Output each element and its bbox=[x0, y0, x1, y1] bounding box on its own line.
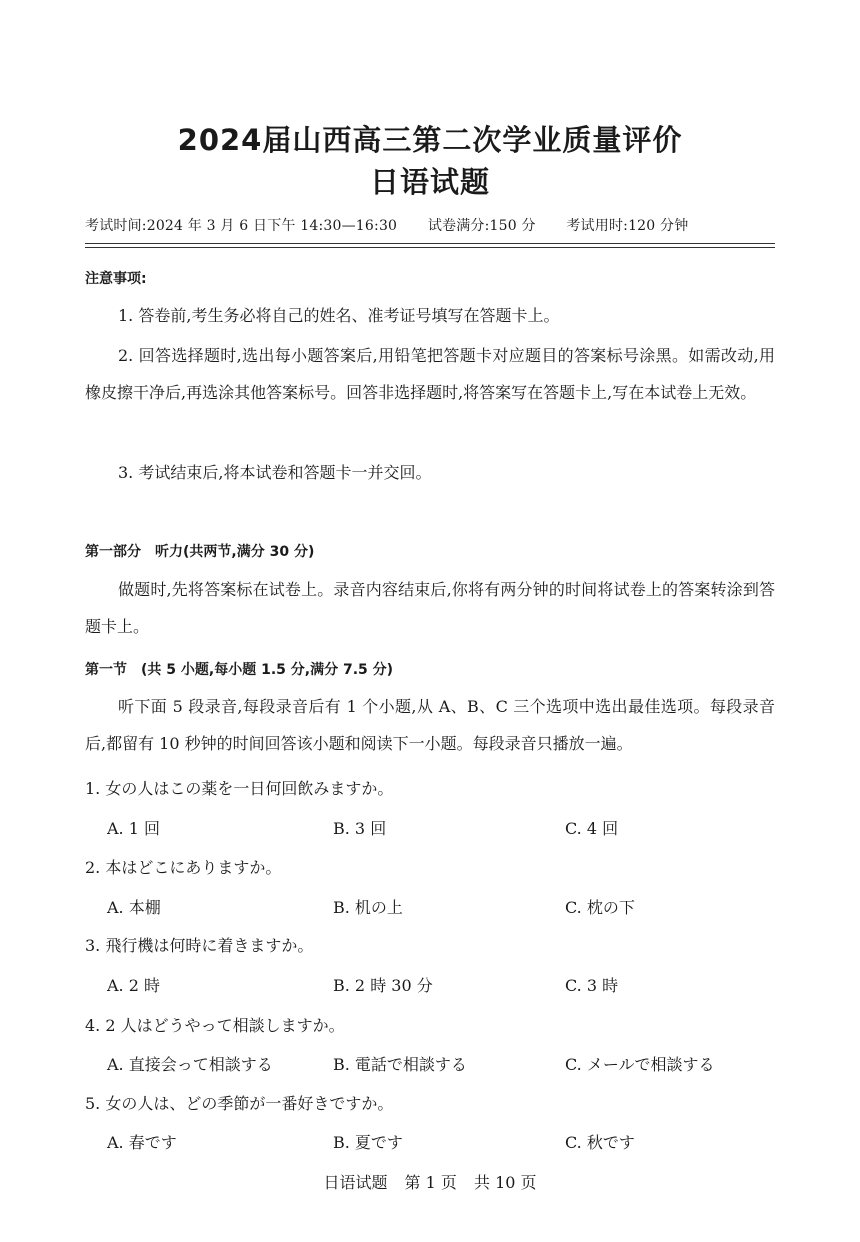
footer-subject: 日语试题 bbox=[323, 1173, 388, 1192]
q3-option-c: C. 3 時 bbox=[565, 976, 619, 995]
q4-option-c: C. メールで相談する bbox=[565, 1055, 715, 1074]
part1-instruction: 做题时,先将答案标在试卷上。录音内容结束后,你将有两分钟的时间将试卷上的答案转涂到答题卡上。 bbox=[85, 580, 775, 636]
question-3: 3. 飛行機は何時に着きますか。 bbox=[85, 936, 314, 955]
notice-item: 1. 答卷前,考生务必将自己的姓名、准考证号填写在答题卡上。 bbox=[118, 306, 560, 325]
q3-option-b: B. 2 時 30 分 bbox=[333, 976, 433, 995]
page-footer bbox=[0, 1170, 860, 1193]
header-divider-bottom bbox=[85, 247, 775, 248]
question-5: 5. 女の人は、どの季節が一番好きですか。 bbox=[85, 1094, 394, 1113]
notice-item: 3. 考试结束后,将本试卷和答题卡一并交回。 bbox=[118, 463, 432, 482]
full-score: 试卷满分:150 分 bbox=[427, 218, 536, 234]
q1-option-c: C. 4 回 bbox=[565, 819, 619, 838]
section1-instruction: 听下面 5 段录音,每段录音后有 1 个小题,从 A、B、C 三个选项中选出最佳选项。每段录音后,都留有 10 秒钟的时间回答该小题和阅读下一小题。每段录音只播放一遍。 bbox=[85, 697, 775, 753]
exam-time: 考试时间:2024 年 3 月 6 日下午 14:30—16:30 bbox=[85, 218, 398, 234]
exam-duration: 考试用时:120 分钟 bbox=[566, 218, 689, 234]
footer-total-pages: 共 10 页 bbox=[474, 1173, 537, 1192]
q5-option-b: B. 夏です bbox=[333, 1133, 403, 1152]
question-4: 4. 2 人はどうやって相談しますか。 bbox=[85, 1016, 345, 1035]
notice-heading: 注意事项: bbox=[85, 271, 147, 287]
q3-option-a: A. 2 時 bbox=[107, 976, 160, 995]
question-2: 2. 本はどこにありますか。 bbox=[85, 858, 282, 877]
q5-option-c: C. 秋です bbox=[565, 1133, 635, 1152]
q1-option-a: A. 1 回 bbox=[107, 819, 160, 838]
q2-option-b: B. 机の上 bbox=[333, 898, 403, 917]
notice-item: 2. 回答选择题时,选出每小题答案后,用铅笔把答题卡对应题目的答案标号涂黑。如需改动,用橡皮擦干净后,再选涂其他答案标号。回答非选择题时,将答案写在答题卡上,写在本试卷上无效。 bbox=[85, 346, 775, 402]
exam-subtitle: 日语试题 bbox=[369, 165, 490, 199]
section1-heading bbox=[85, 659, 393, 679]
q1-option-b: B. 3 回 bbox=[333, 819, 387, 838]
q5-option-a: A. 春です bbox=[107, 1133, 177, 1152]
footer-page-number: 第 1 页 bbox=[404, 1173, 457, 1192]
part1-heading: 第一部分 听力(共两节,满分 30 分) bbox=[85, 544, 315, 560]
section1-heading-text: 第一节 (共 5 小题,每小题 1.5 分,满分 7.5 分) bbox=[85, 662, 394, 678]
question-1: 1. 女の人はこの薬を一日何回飲みますか。 bbox=[85, 779, 394, 798]
header-divider-top bbox=[85, 243, 775, 244]
q4-option-a: A. 直接会って相談する bbox=[107, 1055, 273, 1074]
exam-title: 2024届山西高三第二次学业质量评价 bbox=[177, 123, 683, 157]
q2-option-a: A. 本棚 bbox=[107, 898, 161, 917]
q2-option-c: C. 枕の下 bbox=[565, 898, 635, 917]
q4-option-b: B. 電話で相談する bbox=[333, 1055, 467, 1074]
exam-meta bbox=[85, 215, 775, 235]
